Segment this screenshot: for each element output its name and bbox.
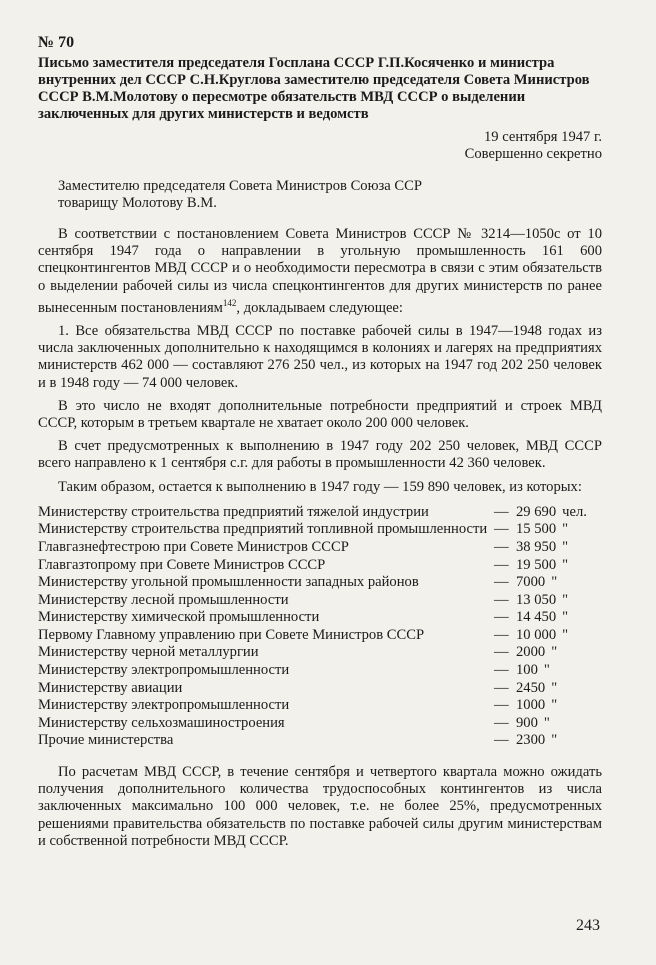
addressee-block <box>58 178 602 212</box>
allocation-value: 100 <box>516 662 538 679</box>
allocation-name: Министерству авиации <box>38 679 183 696</box>
allocation-unit: чел. <box>562 503 587 520</box>
allocation-dash: — <box>494 591 509 608</box>
allocation-unit: " <box>562 591 569 608</box>
allocation-name: Министерству сельхозмашиностроения <box>38 714 285 731</box>
allocation-value: 29 690 <box>516 503 557 520</box>
allocation-unit: " <box>551 679 558 696</box>
allocation-row <box>38 592 602 610</box>
allocation-dash: — <box>494 538 509 555</box>
document-page <box>38 34 602 856</box>
allocation-name: Министерству черной металлургии <box>38 644 259 661</box>
paragraph-intro-text: В соответствии с постановлением Совета Министров СССР № 3214—1050с от 10 сентября 1947 года о направлении в угольную промышленность 161 600 спецконтингентов МВД СССР и о необходимости пересмотра в связи с этим обязательств о выделении рабочей силы из числа спецконтингентов для других министерств по ранее вынесенным постановлениям <box>38 226 602 316</box>
allocation-value: 2450 <box>516 679 546 696</box>
allocation-name: Первому Главному управлению при Совете Министров СССР <box>38 626 425 643</box>
allocation-unit: " <box>543 714 550 731</box>
allocation-dash: — <box>494 732 509 749</box>
allocation-value: 2300 <box>516 732 546 749</box>
allocation-unit: " <box>551 574 558 591</box>
paragraph-intro-tail: , докладываем следующее: <box>236 299 403 316</box>
allocation-value: 900 <box>516 714 538 731</box>
allocation-name: Главгазнефтестрою при Совете Министров СССР <box>38 538 349 555</box>
allocation-dash: — <box>494 644 509 661</box>
paragraph-forecast: По расчетам МВД СССР, в течение сентября и четвертого квартала можно ожидать получения дополнительного количества трудоспособных контингентов из числа заключенных максимально 100 000 человек, т.е. не более 25%, предусмотренных решениями правительства обязательств по поставке рабочей силы другим министерствам и собственной потребности МВД СССР. <box>38 764 602 849</box>
allocation-name: Министерству лесной промышленности <box>38 591 289 608</box>
allocation-name: Министерству электропромышленности <box>38 697 290 714</box>
allocation-unit: " <box>551 697 558 714</box>
allocation-list <box>38 504 602 750</box>
allocation-unit: " <box>543 662 550 679</box>
allocation-row <box>38 574 602 592</box>
allocation-row <box>38 539 602 557</box>
allocation-value: 15 500 <box>516 521 557 538</box>
allocation-unit: " <box>562 538 569 555</box>
allocation-row <box>38 732 602 750</box>
allocation-row <box>38 662 602 680</box>
allocation-value: 38 950 <box>516 538 557 555</box>
paragraph-sent: В счет предусмотренных к выполнению в 1947 году 202 250 человек, МВД СССР всего направлено к 1 сентября с.г. для работы в промышленности 42 360 человек. <box>38 438 602 472</box>
allocation-unit: " <box>562 609 569 626</box>
allocation-value: 7000 <box>516 574 546 591</box>
allocation-dash: — <box>494 609 509 626</box>
allocation-name: Министерству электропромышленности <box>38 662 290 679</box>
allocation-row <box>38 697 602 715</box>
allocation-row <box>38 715 602 733</box>
allocation-name: Министерству химической промышленности <box>38 609 320 626</box>
allocation-value: 2000 <box>516 644 546 661</box>
allocation-name: Министерству строительства предприятий топливной промышленности <box>38 521 488 538</box>
allocation-dash: — <box>494 574 509 591</box>
allocation-name: Министерству угольной промышленности западных районов <box>38 574 419 591</box>
allocation-row <box>38 504 602 522</box>
allocation-dash: — <box>494 626 509 643</box>
paragraph-obligations: 1. Все обязательства МВД СССР по поставке рабочей силы в 1947—1948 годах из числа заключенных дополнительно к находящимся в колониях и лагерях на предприятиях министерств 462 000 — составляют 276 250 чел., из которых на 1947 год 202 250 человек и в 1948 году — 74 000 человек. <box>38 322 602 391</box>
allocation-dash: — <box>494 556 509 573</box>
document-title: Письмо заместителя председателя Госплана СССР Г.П.Косяченко и министра внутренних дел СССР С.Н.Круглова заместителю председателя Совета Министров СССР В.М.Молотову о пересмотре обязательств МВД СССР о выделении заключенных для других министерств и ведомств <box>38 55 590 123</box>
allocation-row <box>38 680 602 698</box>
allocation-unit: " <box>562 556 569 573</box>
allocation-unit: " <box>562 626 569 643</box>
document-number: № 70 <box>38 34 75 51</box>
paragraph-remaining: Таким образом, остается к выполнению в 1947 году — 159 890 человек, из которых: <box>58 478 582 495</box>
allocation-name: Министерству строительства предприятий тяжелой индустрии <box>38 503 429 520</box>
allocation-dash: — <box>494 662 509 679</box>
paragraph-intro <box>38 226 602 317</box>
document-date: 19 сентября 1947 г. <box>484 129 602 146</box>
allocation-dash: — <box>494 521 509 538</box>
allocation-row <box>38 521 602 539</box>
allocation-row <box>38 644 602 662</box>
page-number: 243 <box>576 917 600 934</box>
allocation-dash: — <box>494 714 509 731</box>
allocation-value: 1000 <box>516 697 546 714</box>
allocation-unit: " <box>551 644 558 661</box>
allocation-row <box>38 627 602 645</box>
date-block <box>38 129 602 163</box>
allocation-value: 19 500 <box>516 556 557 573</box>
allocation-dash: — <box>494 697 509 714</box>
allocation-name: Главгазтопрому при Совете Министров СССР <box>38 556 326 573</box>
allocation-unit: " <box>551 732 558 749</box>
allocation-row <box>38 557 602 575</box>
allocation-row <box>38 609 602 627</box>
addressee-name: товарищу Молотову В.М. <box>58 194 217 211</box>
allocation-value: 10 000 <box>516 626 557 643</box>
allocation-dash: — <box>494 679 509 696</box>
allocation-value: 13 050 <box>516 591 557 608</box>
allocation-dash: — <box>494 503 509 520</box>
allocation-unit: " <box>562 521 569 538</box>
footnote-ref: 142 <box>222 297 237 308</box>
allocation-name: Прочие министерства <box>38 732 174 749</box>
classification-stamp: Совершенно секретно <box>464 146 602 163</box>
addressee-line: Заместителю председателя Совета Министров Союза ССР <box>58 177 422 194</box>
paragraph-exclusions: В это число не входят дополнительные потребности предприятий и строек МВД СССР, которым в третьем квартале не хватает около 200 000 человек. <box>38 397 602 431</box>
allocation-value: 14 450 <box>516 609 557 626</box>
